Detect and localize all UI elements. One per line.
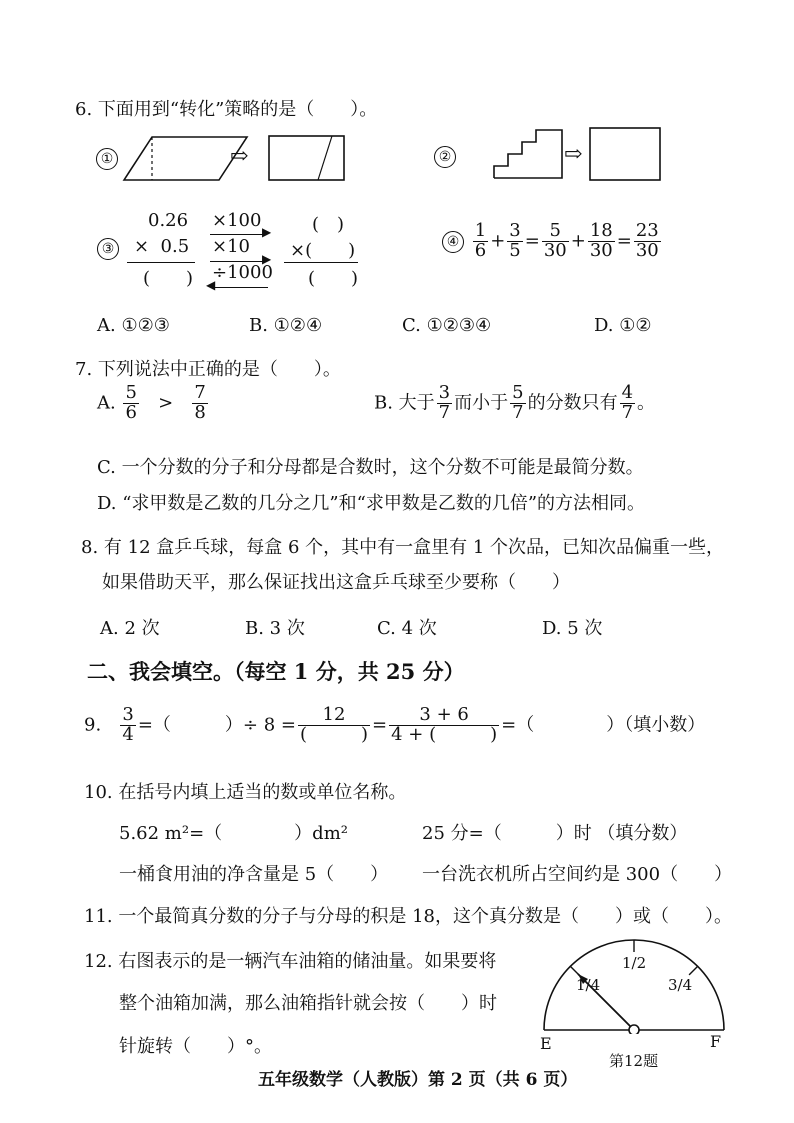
op-2: ×10 (212, 236, 250, 257)
q8-option-b[interactable]: B. 3 次 (245, 618, 305, 639)
q6-option-c[interactable]: C. ①②③④ (402, 315, 492, 336)
arrow-left-icon: ◀ (206, 278, 216, 292)
q8-option-a[interactable]: A. 2 次 (100, 618, 160, 639)
op-1: ×100 (212, 210, 262, 231)
fuel-gauge-diagram (536, 938, 732, 1034)
q8-option-c[interactable]: C. 4 次 (377, 618, 437, 639)
calc-r-line (284, 262, 358, 263)
figure-3-label: ③ (97, 238, 119, 260)
q8-line-2: 如果借助天平，那么保证找出这盒乒乓球至少要称（ ） (102, 572, 570, 593)
q6-equation: ④ $\frac{1}{6}$ + $\frac{3}{5}$ = $\frac{5}{30}$ + $\frac{18}{30}$ = $\frac{23}{30}$ (442, 222, 663, 261)
figure-1-label: ① (96, 148, 118, 170)
q6-option-d[interactable]: D. ①② (594, 315, 652, 336)
q10-row1-b[interactable]: 25 分=（ ）时 （填分数） (422, 823, 688, 844)
arrow-icon: ⇨ (564, 142, 583, 167)
q11-text[interactable]: 11. 一个最简真分数的分子与分母的积是 18，这个真分数是（ ）或（ ）。 (84, 906, 732, 927)
q7-stem: 7. 下列说法中正确的是（ ）。 (75, 359, 341, 380)
q9-blank-4[interactable]: =（ ）（填小数） (501, 714, 706, 736)
q7-option-d[interactable]: D. “求甲数是乙数的几分之几”和“求甲数是乙数的几倍”的方法相同。 (97, 493, 646, 514)
calc-r-result: ( ) (308, 268, 359, 289)
q8-option-d[interactable]: D. 5 次 (542, 618, 603, 639)
q9-blank-1[interactable]: =（ ）÷ 8 = (137, 714, 296, 736)
arrow-right-icon: ▶ (262, 252, 272, 266)
q12-line-2[interactable]: 整个油箱加满，那么油箱指针就会按（ ）时 (119, 993, 497, 1014)
q9-blank-2[interactable]: ( ) (299, 723, 369, 745)
gauge-label-e: E (540, 1034, 552, 1053)
calc-line (127, 262, 195, 263)
calc-r-a: ( ) (312, 214, 345, 235)
q6-stem: 6. 下面用到“转化”策略的是（ ）。 (75, 99, 378, 120)
q6-option-a[interactable]: A. ①②③ (97, 315, 170, 336)
q10-row2-b[interactable]: 一台洗衣机所占空间约是 300（ ） (422, 864, 733, 885)
q10-row2-a[interactable]: 一桶食用油的净含量是 5（ ） (119, 864, 389, 885)
page-footer: 五年级数学（人教版）第 2 页（共 6 页） (258, 1070, 578, 1090)
q10-row1-a[interactable]: 5.62 m²=（ ）dm² (119, 823, 348, 844)
q10-stem: 10. 在括号内填上适当的数或单位名称。 (84, 782, 407, 803)
gauge-tick-three-quarter (689, 966, 698, 975)
figure-2-label: ② (434, 146, 456, 168)
q9-row: 9. $\frac{3}{4}$ =（ ）÷ 8 = $\frac{12}{( )}$ = $\frac{3 + 6}{4 + ( )}$ =（ ）（填小数） (84, 704, 706, 745)
gauge-label-quarter: 1/4 (576, 976, 601, 994)
q12-line-1: 12. 右图表示的是一辆汽车油箱的储油量。如果要将 (84, 951, 497, 972)
q9-blank-3[interactable]: 4 + ( ) (391, 723, 498, 745)
q6-option-b[interactable]: B. ①②④ (249, 315, 323, 336)
q7-option-b[interactable]: B. 大于 $\frac{3}{7}$ 而小于 $\frac{5}{7}$ 的分数只有 $\frac{4}{7}$ 。 (374, 382, 656, 423)
section-2-heading: 二、我会填空。（每空 1 分，共 25 分） (87, 659, 465, 684)
calc-r-b: ×( ) (290, 240, 356, 261)
arrow-icon: ⇨ (230, 144, 249, 169)
calc-b-row: × 0.5 (134, 236, 190, 257)
op-3-arrow (212, 287, 268, 288)
needle-pivot (629, 1025, 639, 1034)
arrow-right-icon: ▶ (262, 225, 272, 239)
gauge-caption: 第12题 (609, 1052, 659, 1070)
q12-line-3[interactable]: 针旋转（ ）°。 (119, 1036, 272, 1057)
q8-line-1: 8. 有 12 盒乒乓球，每盒 6 个，其中有一盒里有 1 个次品，已知次品偏重一些， (81, 537, 725, 558)
calc-result: ( ) (143, 268, 194, 289)
q7-option-a[interactable]: A. $\frac{5}{6}$ > $\frac{7}{8}$ (97, 382, 206, 423)
op-3: ÷1000 (212, 262, 273, 283)
gauge-label-three-quarter: 3/4 (668, 976, 693, 994)
gauge-tick-quarter (570, 966, 579, 975)
calc-a: 0.26 (148, 210, 189, 231)
q7-option-c[interactable]: C. 一个分数的分子和分母都是合数时，这个分数不可能是最简分数。 (97, 457, 644, 478)
gauge-label-f: F (710, 1032, 722, 1051)
gauge-label-half: 1/2 (622, 954, 647, 972)
op-1-arrow (210, 234, 266, 235)
